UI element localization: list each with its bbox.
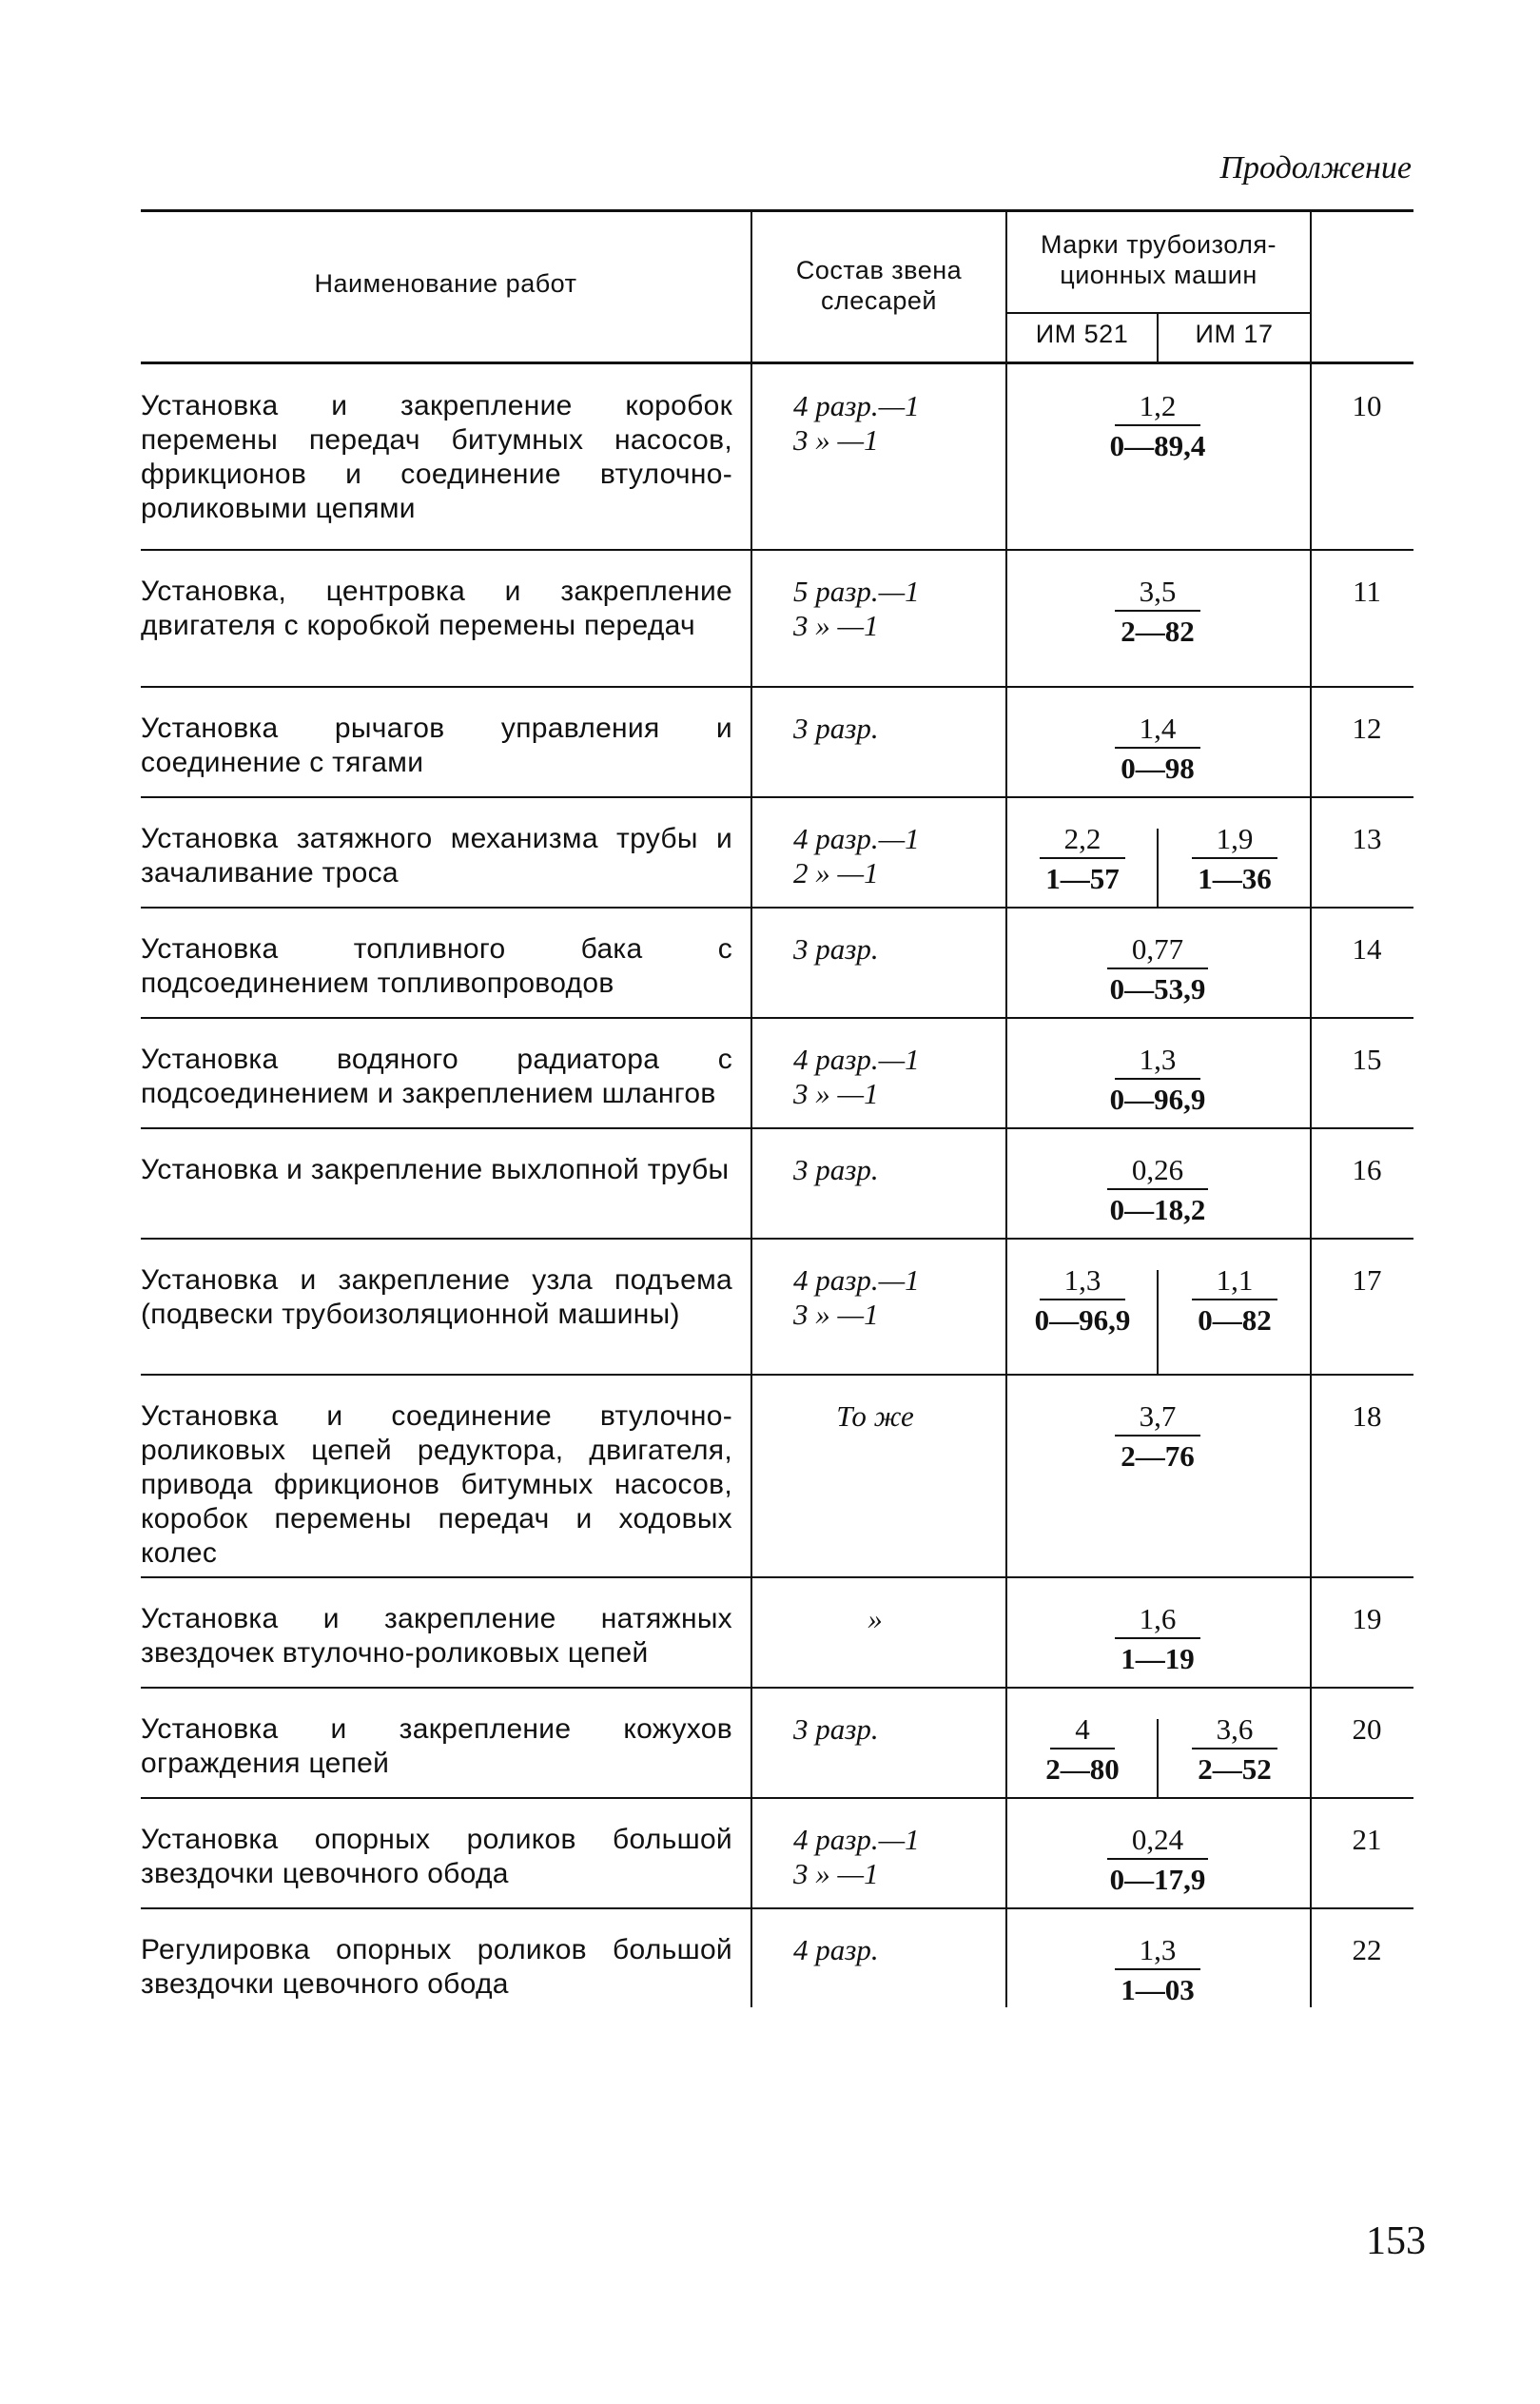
continued-label: Продолжение [1219, 150, 1412, 186]
crew-composition: 4 разр.—1 [793, 389, 920, 422]
norm-value-denominator: 0—89,4 [1109, 429, 1206, 462]
header-model-im17: ИМ 17 [1195, 320, 1274, 348]
column-divider [751, 1798, 752, 1908]
crew-composition: 3 » —1 [793, 609, 879, 642]
norm-im17-denominator: 0—82 [1198, 1303, 1272, 1337]
norm-im17-denominator: 2—52 [1198, 1752, 1272, 1786]
norm-value-denominator: 0—98 [1121, 752, 1195, 785]
column-divider [1310, 1128, 1312, 1239]
header-model-im521: ИМ 521 [1035, 320, 1129, 348]
crew-composition: 3 » —1 [793, 1857, 879, 1890]
norm-value-numerator: 1,3 [1115, 1933, 1201, 1970]
norm-value [1015, 575, 1300, 650]
row-divider [141, 686, 1413, 688]
row-number: 20 [1352, 1712, 1382, 1746]
row-number: 17 [1352, 1263, 1382, 1297]
crew-composition: 4 разр.—1 [793, 1263, 920, 1297]
row-divider [141, 1907, 1413, 1909]
column-divider [1310, 364, 1312, 550]
work-name: Установка и закрепление выхлопной трубы [141, 1154, 730, 1185]
column-divider [1310, 908, 1312, 1018]
norm-im521-denominator: 1—57 [1045, 862, 1120, 895]
row-divider [141, 907, 1413, 909]
work-name: Установка водяного радиатора с подсоединением и закреплением шлангов [141, 1044, 732, 1109]
norm-value-denominator: 2—82 [1121, 615, 1195, 648]
work-name: Установка затяжного механизма трубы и зачаливание троса [141, 823, 732, 889]
norm-value [1015, 389, 1300, 464]
column-divider [751, 364, 752, 550]
column-divider [1310, 1577, 1312, 1688]
row-divider [141, 796, 1413, 798]
crew-composition: 4 разр.—1 [793, 822, 920, 855]
row-number: 21 [1352, 1823, 1382, 1856]
column-divider [751, 797, 752, 908]
row-number: 11 [1353, 575, 1381, 608]
column-divider [1310, 687, 1312, 797]
column-divider [1310, 550, 1312, 687]
crew-composition: 3 » —1 [793, 1298, 879, 1331]
row-number: 19 [1352, 1602, 1382, 1635]
norm-value-numerator: 1,3 [1115, 1043, 1201, 1080]
crew-composition: 3 разр. [793, 1712, 879, 1746]
column-divider [751, 908, 752, 1018]
norm-im521-numerator: 4 [1050, 1712, 1115, 1749]
row-number: 10 [1352, 389, 1382, 422]
norm-im17-numerator: 1,1 [1192, 1263, 1278, 1300]
crew-composition: 4 разр.—1 [793, 1043, 920, 1076]
header-work: Наименование работ [314, 269, 577, 298]
row-divider [141, 1238, 1413, 1240]
work-name: Установка и соединение втулочно-роликовых цепей редуктора, двигателя, привода фрикционов битумных насосов, коробок перемены передач и ходовых колес [141, 1400, 732, 1569]
work-name: Установка и закрепление кожухов ограждения цепей [141, 1713, 732, 1779]
norm-value-numerator: 1,2 [1115, 389, 1201, 426]
row-divider [141, 1374, 1413, 1376]
row-divider [141, 1687, 1413, 1689]
norm-im521-denominator: 2—80 [1045, 1752, 1120, 1786]
work-name: Установка, центровка и закрепление двигателя с коробкой перемены передач [141, 576, 732, 641]
norm-value-denominator: 1—19 [1121, 1642, 1195, 1675]
column-divider [1310, 1018, 1312, 1128]
row-number: 18 [1352, 1399, 1382, 1433]
norm-value-numerator: 0,24 [1107, 1823, 1208, 1860]
crew-composition: » [867, 1602, 883, 1635]
row-number: 16 [1352, 1153, 1382, 1186]
row-number: 14 [1352, 932, 1382, 966]
column-divider [1310, 1908, 1312, 2007]
work-name: Установка и закрепление узла подъема (подвески трубоизоляционной машины) [141, 1264, 732, 1330]
column-divider [751, 1908, 752, 2007]
row-divider [141, 1797, 1413, 1799]
norm-value-numerator: 3,5 [1115, 575, 1201, 612]
column-divider [1310, 1798, 1312, 1908]
header-crew-line1: Состав звена [795, 256, 963, 284]
norm-value [1015, 1823, 1300, 1898]
norm-value-numerator: 3,7 [1115, 1399, 1201, 1437]
crew-composition: 3 разр. [793, 1153, 879, 1186]
crew-composition: 3 » —1 [793, 1077, 879, 1110]
column-divider [751, 1128, 752, 1239]
norm-im521-denominator: 0—96,9 [1034, 1303, 1131, 1337]
work-name: Установка опорных роликов большой звездочки цевочного обода [141, 1824, 732, 1889]
norm-value-numerator: 1,4 [1115, 712, 1201, 749]
row-divider [141, 1017, 1413, 1019]
page-number: 153 [1366, 2219, 1426, 2263]
crew-composition: 3 разр. [793, 712, 879, 745]
norm-value [1015, 712, 1300, 787]
crew-composition: 4 разр.—1 [793, 1823, 920, 1856]
column-divider [751, 1239, 752, 1375]
norm-value [1015, 1153, 1300, 1228]
crew-composition: 5 разр.—1 [793, 575, 920, 608]
header-crew-line2: слесарей [821, 286, 937, 316]
column-divider [751, 550, 752, 687]
column-divider [751, 1375, 752, 1577]
crew-composition: 2 » —1 [793, 856, 879, 889]
work-name: Установка и закрепление коробок перемены передач битумных насосов, фрикционов и соединение втулочно-роликовыми цепями [141, 390, 732, 524]
norm-value [1015, 1933, 1300, 2008]
norm-value-numerator: 0,26 [1107, 1153, 1208, 1190]
row-number: 12 [1352, 712, 1382, 745]
column-divider [751, 1688, 752, 1798]
norm-value [1015, 1043, 1300, 1118]
row-number: 15 [1352, 1043, 1382, 1076]
norm-value [1015, 1399, 1300, 1475]
norm-value-denominator: 0—53,9 [1109, 972, 1206, 1006]
norm-im17-denominator: 1—36 [1198, 862, 1272, 895]
norm-im521-numerator: 1,3 [1040, 1263, 1126, 1300]
norm-value [1015, 932, 1300, 1007]
header-marks-line2: ционных машин [1060, 261, 1257, 290]
row-number: 22 [1352, 1933, 1382, 1966]
crew-composition: 4 разр. [793, 1933, 879, 1966]
crew-composition: 3 разр. [793, 932, 879, 966]
column-divider [751, 687, 752, 797]
norm-im521-numerator: 2,2 [1040, 822, 1126, 859]
crew-composition: То же [836, 1399, 914, 1433]
norm-value-denominator: 0—96,9 [1109, 1083, 1206, 1116]
column-divider [751, 1018, 752, 1128]
row-divider [141, 1576, 1413, 1578]
header-marks-line1: Марки трубоизоля- [1040, 230, 1277, 259]
work-name: Установка и закрепление натяжных звездочек втулочно-роликовых цепей [141, 1603, 732, 1669]
row-number: 13 [1352, 822, 1382, 855]
norm-value-denominator: 1—03 [1121, 1973, 1195, 2006]
work-name: Установка топливного бака с подсоединением топливопроводов [141, 933, 732, 999]
norm-value-numerator: 0,77 [1107, 932, 1208, 969]
norm-value [1015, 1602, 1300, 1677]
norm-im17-numerator: 3,6 [1192, 1712, 1278, 1749]
crew-composition: 3 » —1 [793, 423, 879, 457]
work-name: Регулировка опорных роликов большой звездочки цевочного обода [141, 1934, 732, 2000]
norm-value-denominator: 0—17,9 [1109, 1863, 1206, 1896]
column-divider [751, 1577, 752, 1688]
norm-value-numerator: 1,6 [1115, 1602, 1201, 1639]
column-divider [1005, 1577, 1007, 1688]
column-divider [1005, 1375, 1007, 1577]
norm-value-denominator: 2—76 [1121, 1439, 1195, 1473]
norm-im17-numerator: 1,9 [1192, 822, 1278, 859]
work-name: Установка рычагов управления и соединение с тягами [141, 713, 732, 778]
column-divider [1310, 1375, 1312, 1577]
norm-value-denominator: 0—18,2 [1109, 1193, 1206, 1226]
row-divider [141, 549, 1413, 551]
row-divider [141, 1127, 1413, 1129]
